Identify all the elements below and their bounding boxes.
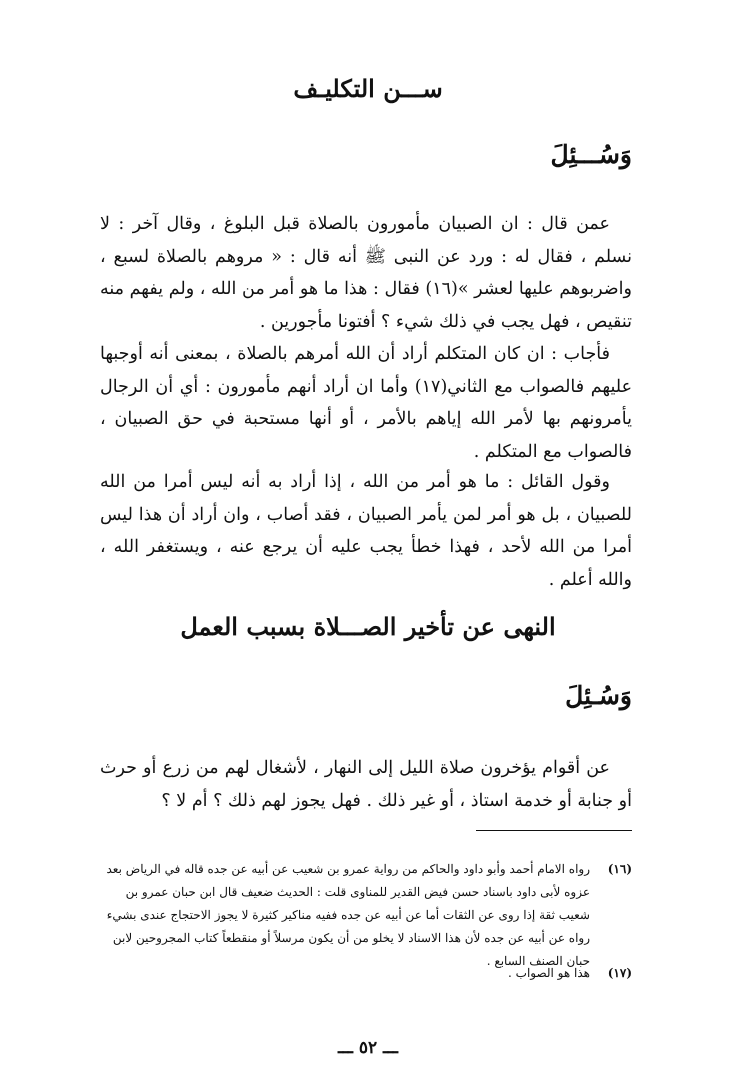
question-text-1: عمن قال : ان الصبيان مأمورون بالصلاة قبل البلوغ ، وقال آخر : لا نسلم ، فقال له : ورد عن النبى ﷺ أنه قال : « مروهم بالصلاة لسبع ، واضربوهم عليها لعشر »(١٦) فقال : هذا ما هو أمر من الله ، ولم يفهم منه تنقيص ، فهل يجب في ذلك شيء ؟ أفتونا مأجورين . — [100, 214, 632, 332]
footnote-separator — [476, 830, 632, 831]
answer-text-1: فأجاب : ان كان المتكلم أراد أن الله أمرهم بالصلاة ، بمعنى أنه أوجبها عليهم فالصواب مع الثاني(١٧) وأما ان أراد أنهم مأمورون : أي أن الرجال يأمرونهم بها لأمر الله إياهم بالأمر ، أو أنها مستحبة في حق الصبيان ، فالصواب مع المتكلم . — [100, 344, 633, 462]
question-text-2: عن أقوام يؤخرون صلاة الليل إلى النهار ، لأشغال لهم من زرع أو حرث أو جنابة أو خدمة استاذ ، أو غير ذلك . فهل يجوز لهم ذلك ؟ أم لا ؟ — [100, 758, 632, 811]
answer-paragraph-1 — [100, 338, 632, 468]
footnote-text-16: رواه الامام أحمد وأبو داود والحاكم من رواية عمرو بن شعيب عن أبيه عن جده قاله في الرياض بعد عزوه لأبى داود باسناد حسن فيض القدير للمناوى قلت : الحديث ضعيف قال ابن حبان عمرو بن شعيب ثقة إذا روى عن الثقات أما عن أبيه عن جده ففيه مناكير كثيرة لا يجوز الاحتجاج عندى بشيء رواه عن أبيه عن جده لأن هذا الاسناد لا يخلو من أن يكون مرسلاً أو منقطعاً كتاب المجروحين لابن حبان الصنف السابع . — [106, 862, 590, 968]
footnote-number-17: (١٧) — [607, 966, 632, 980]
section-title-1: ســـن التكليـف — [293, 74, 443, 103]
footnote-16 — [100, 858, 632, 973]
question-label-1: وَسُـــئِلَ — [550, 140, 632, 169]
answer-paragraph-2 — [100, 466, 632, 596]
answer-text-2: وقول القائل : ما هو أمر من الله ، إذا أراد به أنه ليس أمرا من الله للصبيان ، بل هو أمر لمن يأمر الصبيان ، فقد أصاب ، وان أراد أن هذا ليس أمرا من الله لأحد ، فهذا خطأ يجب عليه أن يرجع عنه ، ويستغفر الله ، والله أعلم . — [100, 472, 632, 590]
question-paragraph-2 — [100, 752, 632, 817]
question-label-2: وَسُـئِلَ — [565, 681, 632, 710]
page-number: ـــ ٥٢ ـــ — [337, 1038, 398, 1058]
section-title-2: النهى عن تأخير الصـــلاة بسبب العمل — [180, 612, 556, 641]
question-paragraph-1 — [100, 208, 632, 338]
footnote-number-16: (١٦) — [607, 862, 632, 876]
footnote-text-17: هذا هو الصواب . — [508, 966, 590, 980]
footnote-17 — [100, 962, 632, 985]
